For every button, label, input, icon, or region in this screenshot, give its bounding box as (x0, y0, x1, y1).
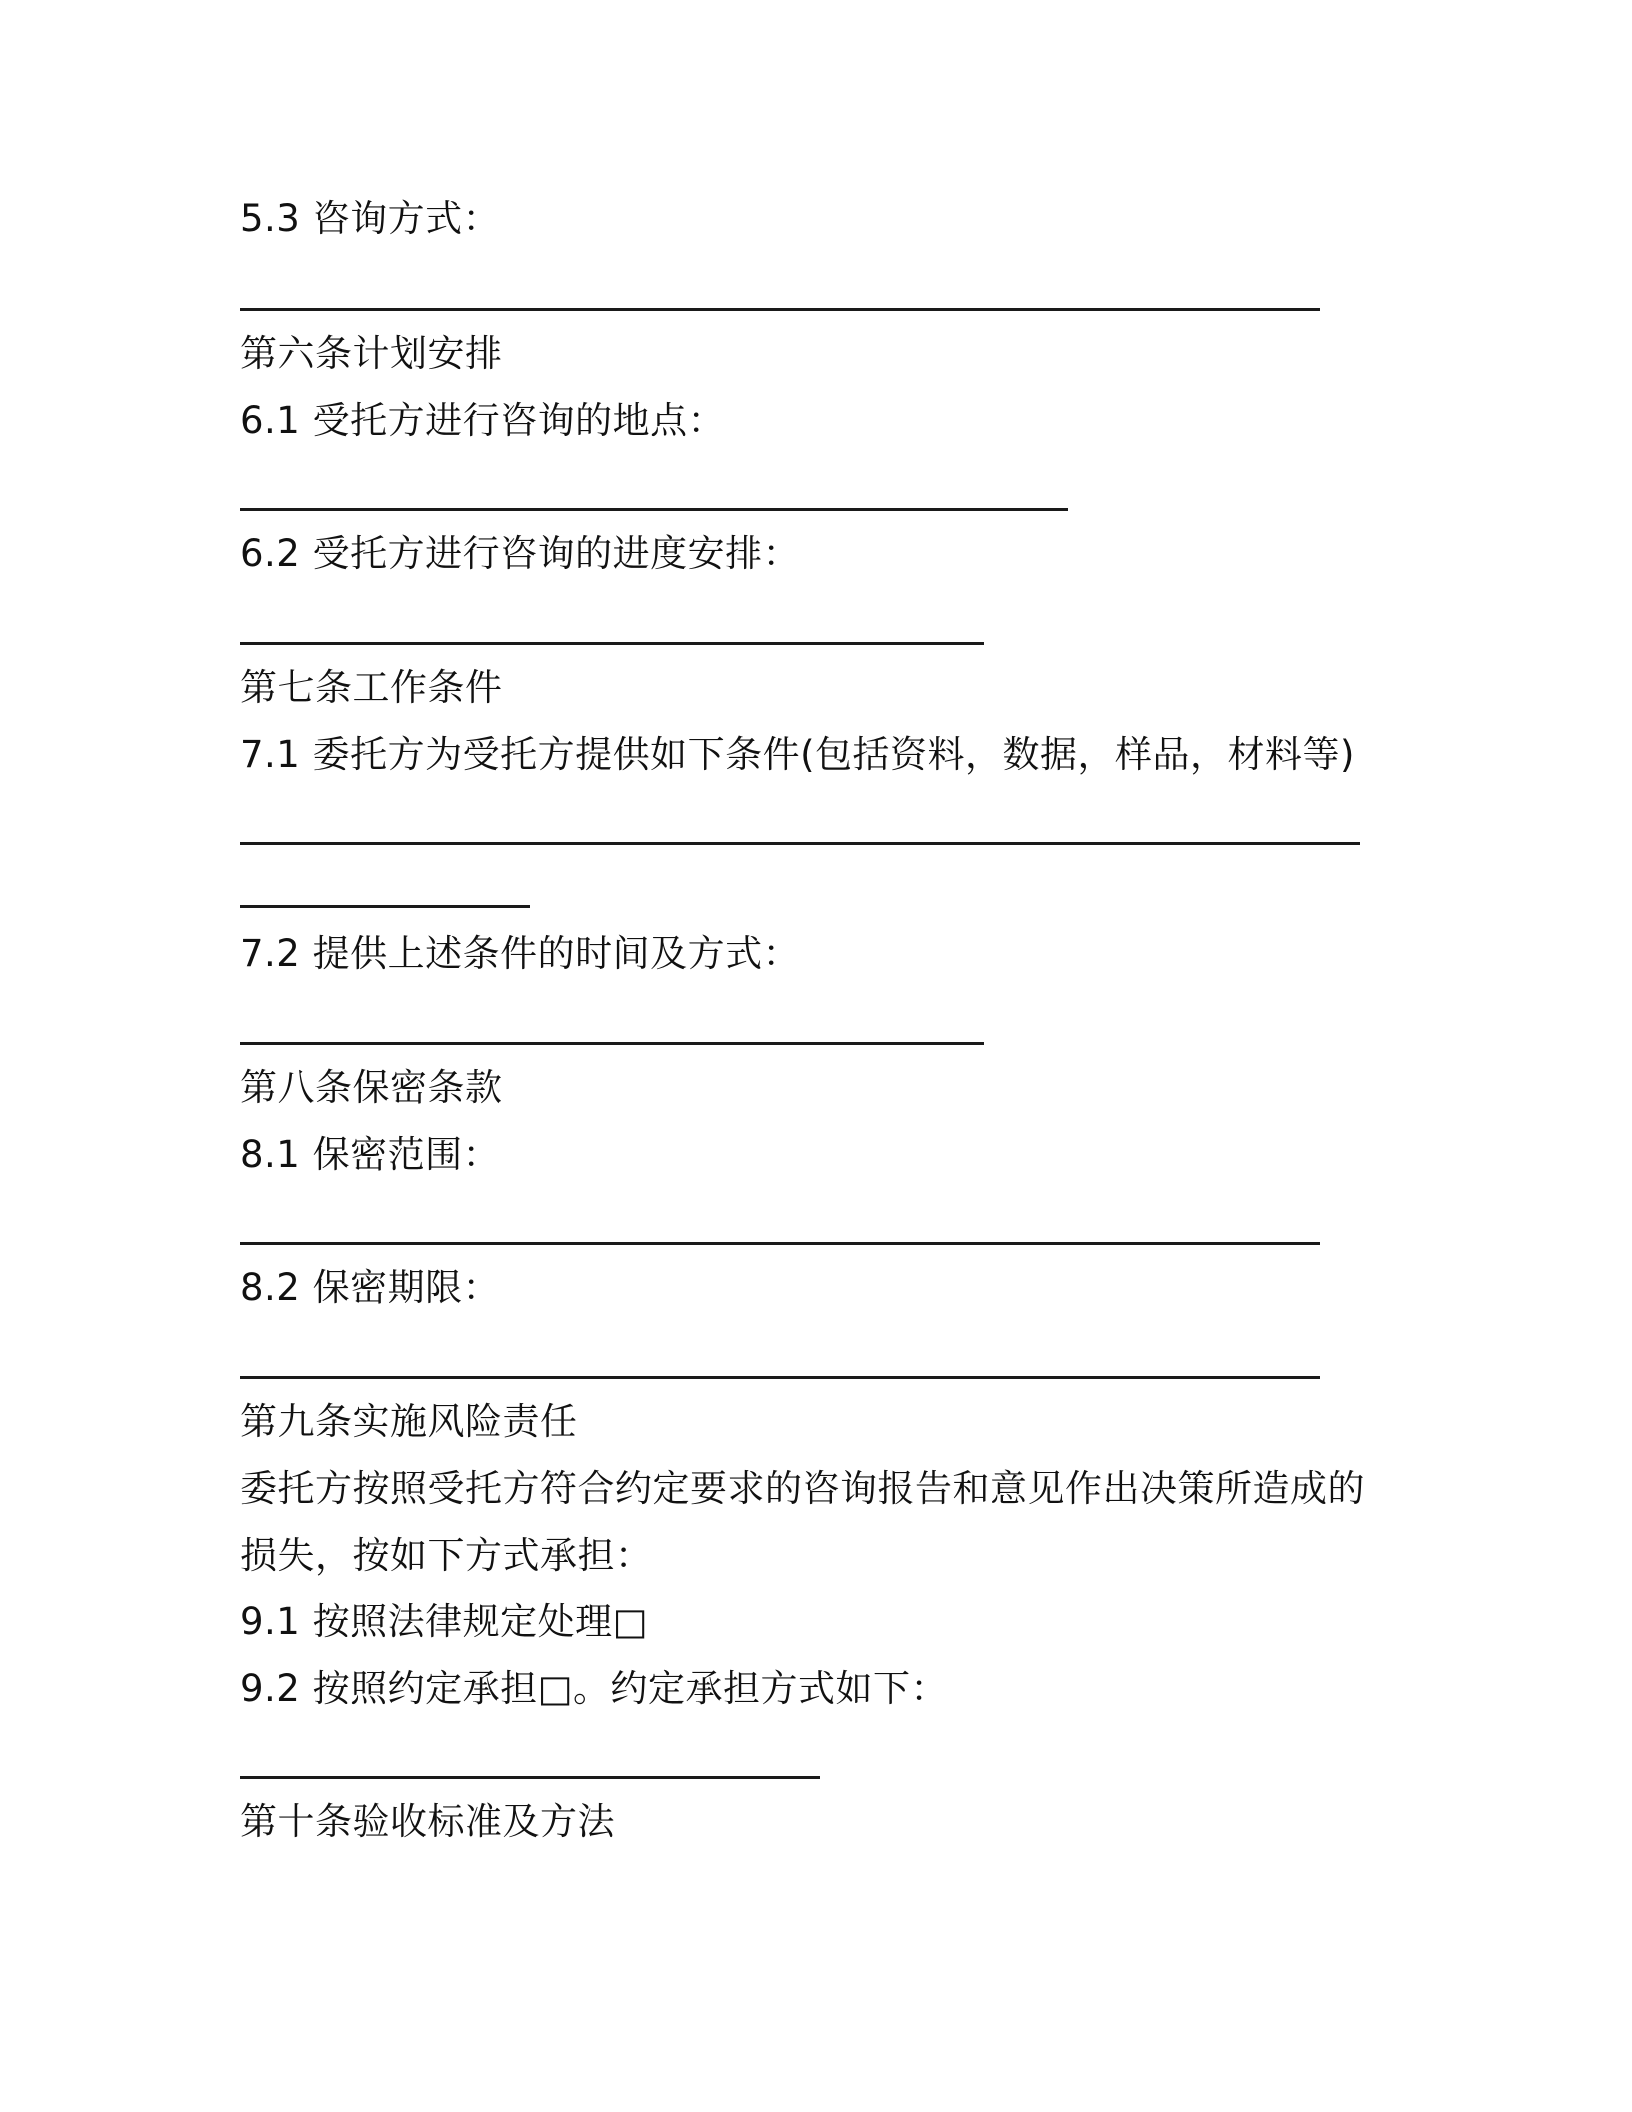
article-8-heading: 第八条保密条款 (240, 1066, 503, 1109)
fill-in-blank-line (240, 508, 1068, 511)
clause-6-2-schedule: 6.2 受托方进行咨询的进度安排： (240, 532, 801, 575)
clause-7-2-time-and-method: 7.2 提供上述条件的时间及方式： (240, 932, 801, 975)
fill-in-blank-line (240, 905, 530, 908)
fill-in-blank-line (240, 1242, 1320, 1245)
clause-9-1-by-law: 9.1 按照法律规定处理□ (240, 1600, 649, 1643)
article-7-heading: 第七条工作条件 (240, 666, 503, 709)
article-9-paragraph-line-1: 委托方按照受托方符合约定要求的咨询报告和意见作出决策所造成的 (240, 1467, 1365, 1510)
fill-in-blank-line (240, 308, 1320, 311)
fill-in-blank-line (240, 1376, 1320, 1379)
fill-in-blank-line (240, 1042, 984, 1045)
clause-6-1-location: 6.1 受托方进行咨询的地点： (240, 399, 726, 442)
article-10-heading: 第十条验收标准及方法 (240, 1800, 615, 1843)
clause-8-2-period: 8.2 保密期限： (240, 1266, 501, 1309)
clause-8-1-scope: 8.1 保密范围： (240, 1133, 501, 1176)
fill-in-blank-line (240, 1776, 820, 1779)
clause-7-1-conditions: 7.1 委托方为受托方提供如下条件(包括资料，数据，样品，材料等) (240, 733, 1355, 776)
clause-9-2-by-agreement: 9.2 按照约定承担□。约定承担方式如下： (240, 1667, 949, 1710)
article-6-heading: 第六条计划安排 (240, 332, 503, 375)
clause-5-3-consultation-method: 5.3 咨询方式： (240, 197, 501, 240)
article-9-heading: 第九条实施风险责任 (240, 1400, 578, 1443)
fill-in-blank-line (240, 842, 1360, 845)
fill-in-blank-line (240, 642, 984, 645)
article-9-paragraph-line-2: 损失，按如下方式承担： (240, 1534, 653, 1577)
